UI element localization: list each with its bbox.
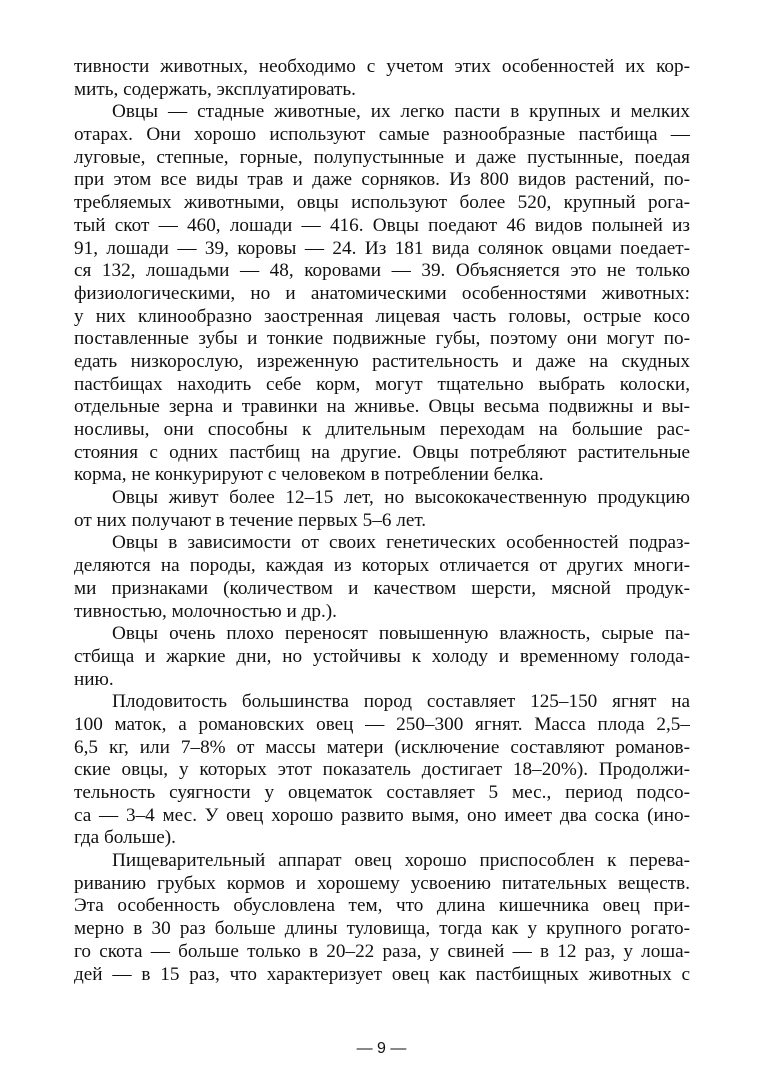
text-line: ся 132, лошадьми — 48, коровами — 39. Объясняется это не только xyxy=(74,260,690,282)
text-line: физиологическими, но и анатомическими особенностями животных: xyxy=(74,282,690,304)
text-line: ские овцы, у которых этот показатель достигает 18–20%). Продолжи- xyxy=(74,759,690,781)
paragraph xyxy=(74,532,690,623)
text-line: требляемых животными, овцы используют более 520, крупный рога- xyxy=(74,192,690,214)
text-line: луговые, степные, горные, полупустынные и даже пустынные, поедая xyxy=(74,146,690,168)
text-line: мерно в 30 раз больше длины туловища, тогда как у крупного рогато- xyxy=(74,918,690,940)
text-line: корма, не конкурируют с человеком в потреблении белка. xyxy=(74,464,544,486)
paragraph xyxy=(74,623,690,691)
text-line: са — 3–4 мес. У овец хорошо развито вымя, оно имеет два соска (ино- xyxy=(74,804,690,826)
text-line: Плодовитость большинства пород составляет 125–150 ягнят на xyxy=(112,691,690,713)
paragraph xyxy=(74,850,690,986)
page-number: — 9 — xyxy=(356,1040,407,1057)
text-line: 100 маток, а романовских овец — 250–300 ягнят. Масса плода 2,5– xyxy=(74,713,690,735)
text-line: стояния с одних пастбищ на другие. Овцы потребляют растительные xyxy=(74,441,690,463)
text-line: 6,5 кг, или 7–8% от массы матери (исключение составляют романов- xyxy=(74,736,690,758)
text-line: нию. xyxy=(74,668,114,690)
text-line: дей — в 15 раз, что характеризует овец как пастбищных животных с xyxy=(74,963,690,985)
text-line: Эта особенность обусловлена тем, что длина кишечника овец при- xyxy=(74,895,690,917)
text-line: отарах. Они хорошо используют самые разнообразные пастбища — xyxy=(74,124,690,146)
text-line: тый скот — 460, лошади — 416. Овцы поедают 46 видов полыней из xyxy=(74,214,690,236)
text-line: Овцы живут более 12–15 лет, но высококачественную продукцию xyxy=(112,487,690,509)
text-line: тивности животных, необходимо с учетом этих особенностей их кор- xyxy=(74,56,690,77)
text-line: от них получают в течение первых 5–6 лет. xyxy=(74,509,427,531)
text-line: стбища и жаркие дни, но устойчивы к холоду и временному голода- xyxy=(74,645,690,667)
text-line: ми признаками (количеством и качеством шерсти, мясной продук- xyxy=(74,577,690,599)
page-body xyxy=(74,56,690,986)
text-line: Овцы в зависимости от своих генетических особенностей подраз- xyxy=(112,532,690,554)
text-line: едать низкорослую, изреженную растительность и даже на скудных xyxy=(74,350,690,372)
text-line: у них клинообразно заостренная лицевая часть головы, острые косо xyxy=(74,305,690,327)
paragraph xyxy=(74,487,690,532)
text-line: 91, лошади — 39, коровы — 24. Из 181 вида солянок овцами поедает- xyxy=(74,237,690,259)
paragraph xyxy=(74,691,690,850)
text-line: мить, содержать, эксплуатировать. xyxy=(74,78,356,100)
text-line: го скота — больше только в 20–22 раза, у свиней — в 12 раз, у лоша- xyxy=(74,940,690,962)
paragraph xyxy=(74,56,690,101)
text-line: отдельные зерна и травинки на жнивье. Овцы весьма подвижны и вы- xyxy=(74,396,690,418)
text-line: Пищеварительный аппарат овец хорошо приспособлен к перева- xyxy=(112,850,690,872)
text-line: риванию грубых кормов и хорошему усвоению питательных веществ. xyxy=(74,872,690,894)
text-line: Овцы очень плохо переносят повышенную влажность, сырые па- xyxy=(112,623,690,645)
text-line: поставленные зубы и тонкие подвижные губы, поэтому они могут по- xyxy=(74,328,690,350)
paragraph xyxy=(74,101,690,487)
text-line: тивностью, молочностью и др.). xyxy=(74,600,337,622)
text-line: при этом все виды трав и даже сорняков. Из 800 видов растений, по- xyxy=(74,169,690,191)
text-line: тельность суягности у овцематок составляет 5 мес., период подсо- xyxy=(74,782,690,803)
text-line: гда больше). xyxy=(74,827,176,849)
text-line: носливы, они способны к длительным переходам на большие рас- xyxy=(74,419,690,440)
text-line: деляются на породы, каждая из которых отличается от других многи- xyxy=(74,555,690,577)
text-line: Овцы — стадные животные, их легко пасти в крупных и мелких xyxy=(112,101,690,123)
text-line: пастбищах находить себе корм, могут тщательно выбрать колоски, xyxy=(74,373,690,395)
